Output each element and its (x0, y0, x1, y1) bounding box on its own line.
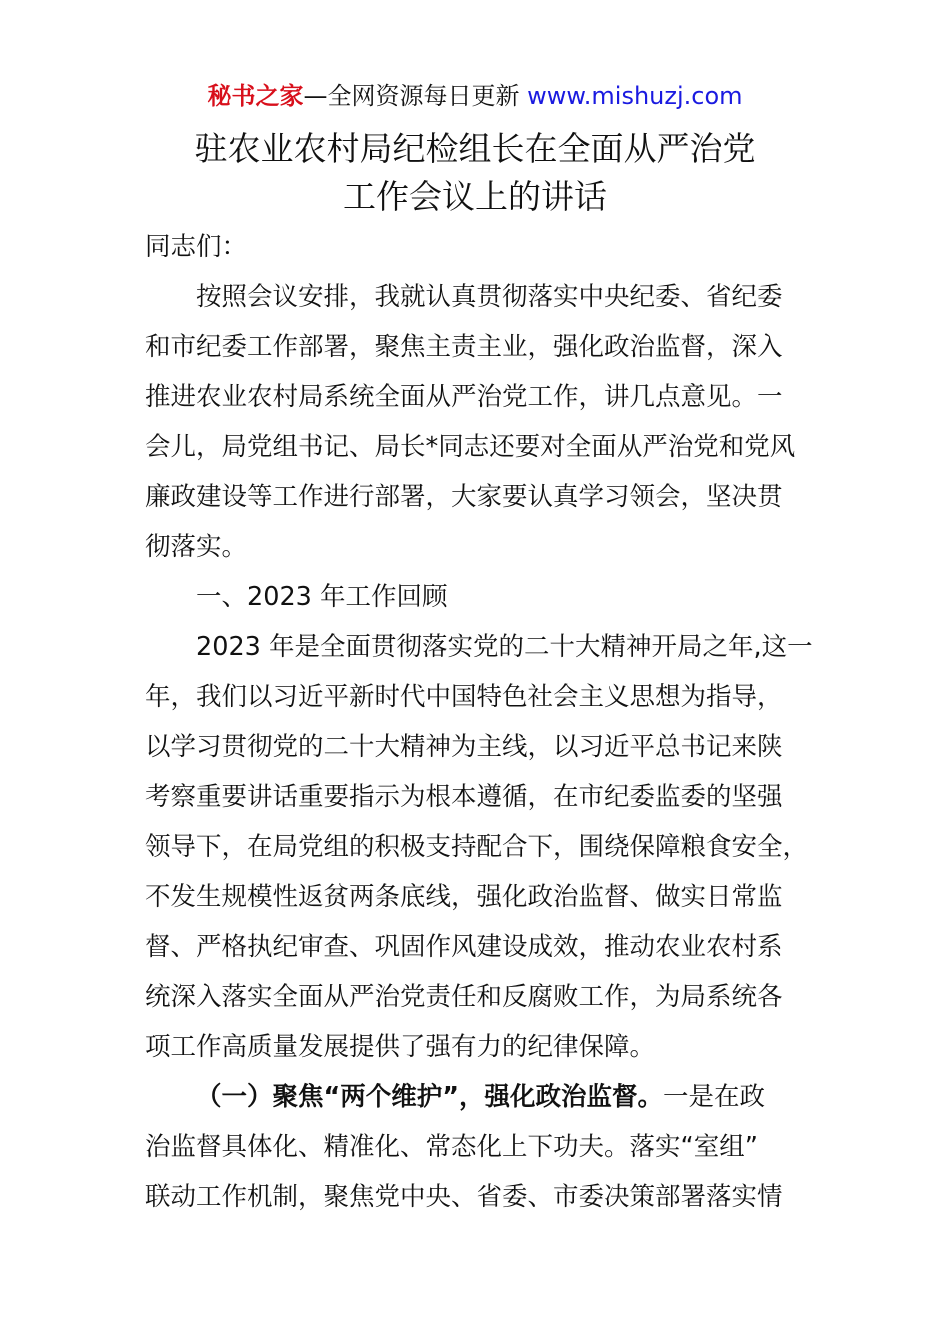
paragraph-line: 治监督具体化、精准化、常态化上下功夫。落实“室组” (145, 1132, 758, 1162)
section-heading: 一、2023 年工作回顾 (196, 582, 448, 612)
site-header (0, 80, 950, 112)
header-separator: — (303, 82, 328, 110)
paragraph-line: 会儿，局党组书记、局长*同志还要对全面从严治党和党风 (145, 432, 796, 462)
paragraph-line: 廉政建设等工作进行部署，大家要认真学习领会，坚决贯 (145, 482, 783, 512)
paragraph-line: 项工作高质量发展提供了强有力的纪律保障。 (145, 1032, 656, 1062)
paragraph-line: 统深入落实全面从严治党责任和反腐败工作，为局系统各 (145, 982, 783, 1012)
paragraph-line: 按照会议安排，我就认真贯彻落实中央纪委、省纪委 (196, 282, 783, 312)
paragraph-line: 不发生规模性返贫两条底线，强化政治监督、做实日常监 (145, 882, 783, 912)
document-title-line-2: 工作会议上的讲话 (343, 177, 607, 216)
paragraph-line: 领导下，在局党组的积极支持配合下，围绕保障粮食安全， (145, 832, 809, 862)
document-title-line-1: 驻农业农村局纪检组长在全面从严治党 (194, 129, 756, 168)
paragraph-line: 和市纪委工作部署，聚焦主责主业，强化政治监督，深入 (145, 332, 783, 362)
paragraph-line: 推进农业农村局系统全面从严治党工作，讲几点意见。一 (145, 382, 783, 412)
paragraph-line: 考察重要讲话重要指示为根本遵循，在市纪委监委的坚强 (145, 782, 783, 812)
paragraph-line: 彻落实。 (145, 532, 248, 562)
paragraph-line: 以学习贯彻党的二十大精神为主线，以习近平总书记来陕 (145, 732, 783, 762)
paragraph-line: 督、严格执纪审查、巩固作风建设成效，推动农业农村系 (145, 932, 783, 962)
subsection-heading: （一）聚焦“两个维护”，强化政治监督。 (196, 1082, 664, 1112)
subsection-lead-text: 一是在政 (663, 1082, 766, 1112)
greeting: 同志们： (145, 232, 248, 262)
site-brand: 秘书之家 (207, 82, 304, 110)
paragraph-line: 联动工作机制，聚焦党中央、省委、市委决策部署落实情 (145, 1182, 783, 1212)
paragraph-line: 年，我们以习近平新时代中国特色社会主义思想为指导， (145, 682, 783, 712)
site-tagline: 全网资源每日更新 (327, 82, 528, 110)
site-url-link[interactable]: www.mishuzj.com (527, 82, 743, 110)
paragraph-line: 2023 年是全面贯彻落实党的二十大精神开局之年,这一 (196, 632, 813, 662)
subsection-paragraph-start (196, 1080, 765, 1114)
